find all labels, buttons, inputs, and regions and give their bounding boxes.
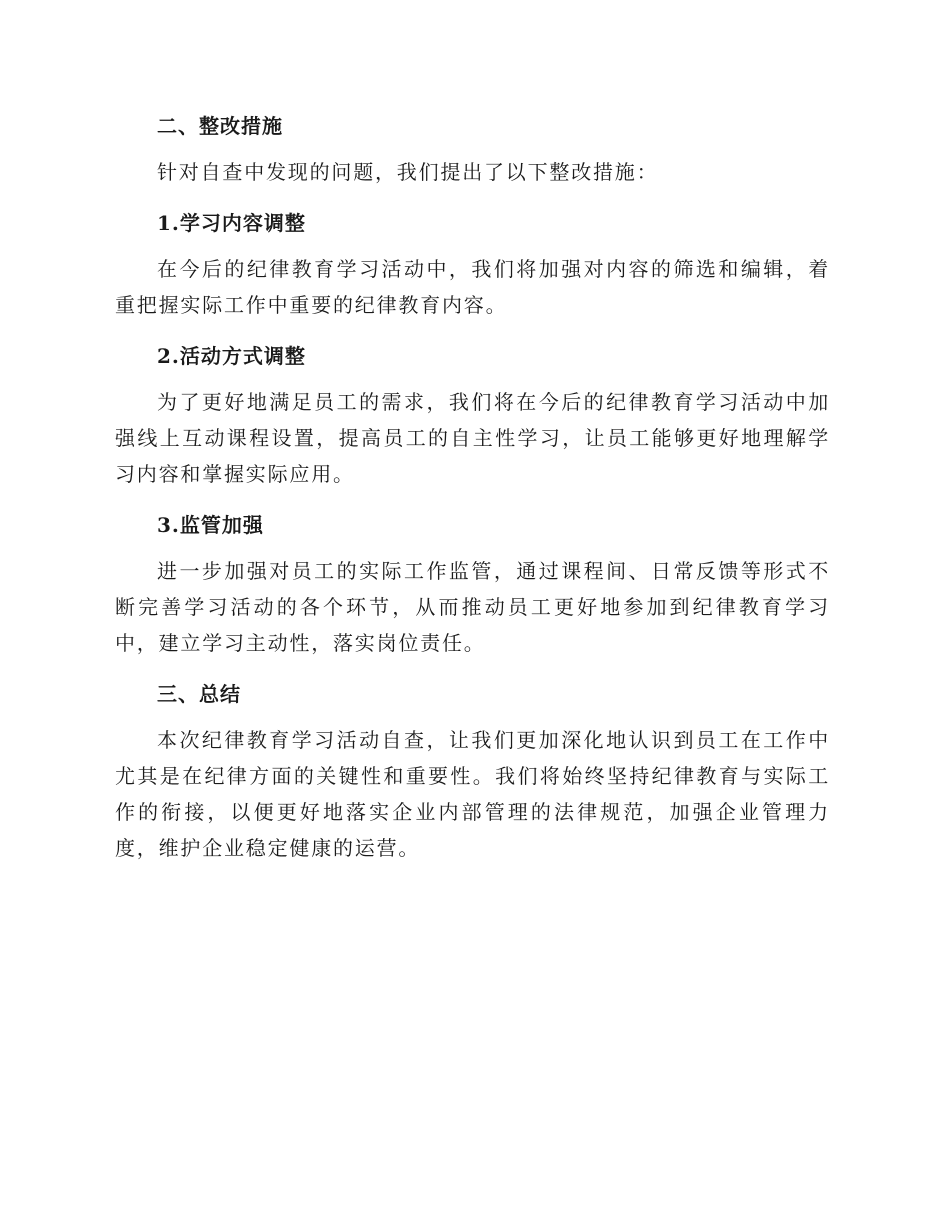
paragraph-content-adjustment: 在今后的纪律教育学习活动中，我们将加强对内容的筛选和编辑，着重把握实际工作中重要的纪律教育内容。 [115,257,830,317]
section-heading-summary: 三、总结 [157,682,241,706]
section-heading-rectification: 二、整改措施 [157,114,283,138]
subsection-heading-content: 1.学习内容调整 [157,211,306,235]
paragraph-intro: 针对自查中发现的问题，我们提出了以下整改措施： [157,160,659,184]
document-body [115,108,830,866]
subsection-heading-supervision: 3.监管加强 [157,513,264,537]
paragraph-supervision: 进一步加强对员工的实际工作监管，通过课程间、日常反馈等形式不断完善学习活动的各个环节，从而推动员工更好地参加到纪律教育学习中，建立学习主动性，落实岗位责任。 [115,559,830,655]
subsection-heading-method: 2.活动方式调整 [157,344,306,368]
paragraph-summary: 本次纪律教育学习活动自查，让我们更加深化地认识到员工在工作中尤其是在纪律方面的关键性和重要性。我们将始终坚持纪律教育与实际工作的衔接，以便更好地落实企业内部管理的法律规范，加强企业管理力度，维护企业稳定健康的运营。 [115,728,830,860]
paragraph-method-adjustment: 为了更好地满足员工的需求，我们将在今后的纪律教育学习活动中加强线上互动课程设置，提高员工的自主性学习，让员工能够更好地理解学习内容和掌握实际应用。 [115,390,830,486]
